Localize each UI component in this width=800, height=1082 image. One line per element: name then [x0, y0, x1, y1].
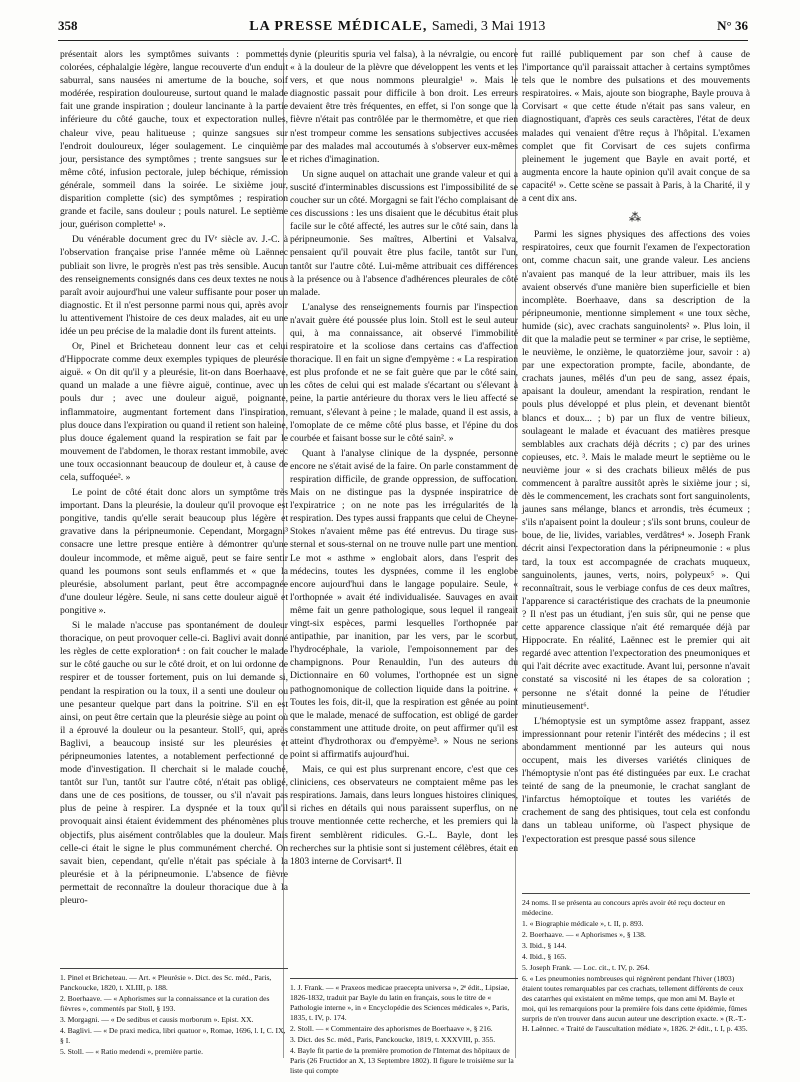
paragraph: Un signe auquel on attachait une grande valeur et qui a suscité d'interminables discussions est l'impossibilité de se coucher sur un côté. Morgagni se fait l'écho complaisant de ces discussions : les uns disaient que le décubitus était plus facile sur le côté affecté, les autres sur le côté sain, dans la péripneumonie. Ses maîtres, Albertini et Valsalva, pensaient qu'il pouvait être plus facile, tantôt sur l'un, tantôt sur l'autre côté. Lui-même attribuait ces différences à la présence ou à l'absence d'adhérences pleurales de côté malade. — [290, 168, 518, 298]
footnotes-column-1 — [60, 968, 288, 1058]
footnote: 5. Joseph Frank. — Loc. cit., t. IV, p. 264. — [522, 963, 650, 972]
footnote: 2. Stoll. — « Commentaire des aphorismes de Boerhaave », § 216. — [290, 1024, 493, 1033]
footnote: 1. « Biographie médicale », t. II, p. 893. — [522, 919, 644, 928]
footnote: 3. Morgagni. — « De sedibus et causis morborum ». Epist. XX. — [60, 1015, 254, 1024]
column-3 — [522, 48, 750, 848]
column-1 — [60, 48, 288, 909]
footnote: 3. Dict. des Sc. méd., Paris, Panckoucke, 1819, t. XXXVIII, p. 355. — [290, 1035, 496, 1044]
footnote: 24 noms. Il se présenta au concours après avoir été reçu docteur en médecine. — [522, 898, 726, 917]
paragraph: Du vénérable document grec du IVᵉ siècle av. J.-C. à l'observation française prise l'année même où Laënnec publiait son livre, le progrès n'est pas très sensible. Aucun des renseignements consignés dans ces deux textes ne nous paraît avoir aujourd'hui une valeur suffisante pour poser un diagnostic. Et il n'est personne parmi nous qui, après avoir lu attentivement l'histoire de ces deux malades, ait eu une idée un peu précise de la maladie dont ils furent atteints. — [60, 234, 288, 337]
footnote: 3. Ibid., § 144. — [522, 941, 567, 950]
paragraph: fut raillé publiquement par son chef à cause de l'importance qu'il paraissait attacher à certains symptômes tels que le nombre des pulsations et des mouvements respiratoires. « Mais, ajoute son biographe, Bayle prouva à Corvisart « que cette étude n'était pas sans valeur, en diagnostiquant, d'après ces seuls caractères, l'état de deux malades qui venaient d'être reçus à l'hôpital. L'examen complet que fit Corvisart de ces sujets confirma pleinement le jugement que Bayle en avait porté, et augmenta encore la haute opinion qu'il avait conçue de sa capacité¹ ». Cette scène se passait à Paris, à la Charité, il y a cent dix ans. — [522, 49, 750, 205]
footnote: 4. Baglivi. — « De praxi medica, libri quatuor », Romae, 1696, l. I, C. IX, § I. — [60, 1026, 286, 1045]
paragraph: L'analyse des renseignements fournis par l'inspection n'avait guère été poussée plus loin. Stoll est le seul auteur qui, à ma connaissance, ait observé l'immobilité respiratoire et la scoliose dans certains cas d'affection thoracique. Il en fait un signe d'empyème : « La respiration est plus profonde et ne se fait guère que par le côté sain, les côtes de celui qui est malade s'écartant ou s'élevant à peine, la partie antérieure du thorax vers le lieu affecté se remuant, s'élevant à peine ; le malade, quand il est assis, a l'omoplate de ce même côté plus basse, et l'épine du dos courbée et faisant bosse sur le côté sain². » — [290, 301, 518, 444]
footnote: 2. Boerhaave. — « Aphorismes », § 138. — [522, 930, 646, 939]
footnote: 4. Ibid., § 165. — [522, 952, 567, 961]
paragraph: Le point de côté était donc alors un symptôme très important. Dans la pleurésie, la douleur qu'il provoque est pongitive, tandis qu'elle serait beaucoup plus légère et gravative dans la péripneumonie. Cependant, Morgagni³ consacre une lettre presque entière à démontrer qu'une douleur incommode, et même aiguë, peut se faire sentir quand les poumons sont seuls enflammés et « que la pleurésie, absolument parlant, peut être accompagnée d'une douleur légère. Seule, ni sans cette douleur aiguë et pongitive ». — [60, 487, 288, 616]
page-header — [58, 18, 748, 41]
issue-number: N° 36 — [717, 18, 748, 33]
footnote: 1. J. Frank. — « Praxeos medicae praecepta universa », 2ᵉ édit., Lipsiae, 1826-1832, traduit par Bayle du latin en français, sous le titre de « Pathologie interne », in « Encyclopédie des Sciences médicales », Paris, 1835, t. IV, p. 174. — [290, 983, 510, 1022]
footnotes-column-3 — [522, 893, 750, 1035]
column-2 — [290, 48, 518, 870]
page-number: 358 — [58, 18, 78, 33]
paragraph: présentait alors les symptômes suivants : pommettes colorées, céphalalgie légère, langue recouverte d'un enduit saburral, sans nausées ni amertume de la bouche, soif modérée, respiration douloureuse, surtout quand le malade fait une grande inspiration ; douleur lancinante à la partie inférieure du côté gauche, toux et expectoration nulles, chaleur vive, peau halitueuse ; quinze sangsues sur l'endroit douloureux, léger soulagement. Le cinquième jour, persistance des symptômes ; trente sangsues sur le même côté, infusion pectorale, julep béchique, rémission générale, sommeil dans la soirée. Le sixième jour, disparition complette (sic) des symptômes ; respiration grande et facile, sans douleur ; pouls naturel. Le septième jour, guérison complette¹ ». — [60, 49, 288, 231]
footnote: 6. « Les pneumonies nombreuses qui régnèrent pendant l'hiver (1803) étaient toutes remarquables par ces crachats, tellement différents de ceux des catarrhes qui existaient en même temps, que mon ami M. Bayle et moi, qui les remarquions pour la première fois dans cette épidémie, fûmes surpris de n'en trouver dans aucun auteur une description exacte. » (R.-T.-H. Laënnec. « Traité de l'auscultation médiate », 1826. 2ᵉ édit., t. I, p. 435. — [522, 974, 748, 1033]
paragraph: Quant à l'analyse clinique de la dyspnée, personne encore ne s'était avisé de la faire. On parle constamment de respiration difficile, de grande oppression, de suffocation. Mais on ne distingue pas la dyspnée inspiratrice de l'expiratrice ; on ne note pas les irrégularités de la respiration. Des types aussi frappants que celui de Cheyne-Stokes n'avaient même pas été entrevus. Du tirage sus-sternal et sous-sternal on ne trouve nulle part une mention. Le mot « asthme » englobait alors, dans l'esprit des médecins, toutes les dyspnées, comme il les englobe encore aujourd'hui dans le langage populaire. Seule, « l'orthopnée » avait été individualisée. Sauvages en avait même fait un genre pathologique, sous lequel il rangeait vingt-six espèces, parmi lesquelles l'orthopnée par antipathie, par inanition, par les vers, par le scorbut, l'hydrocéphale, la variole, l'empoisonnement par des champignons. Pour Renauldin, l'un des auteurs du Dictionnaire en 60 volumes, l'orthopnée est un signe pathognomonique de collection liquide dans la poitrine. « Toutes les fois, dit-il, que la respiration est gênée au point que le malade, menacé de suffocation, est obligé de garder constamment une attitude droite, on peut affirmer qu'il est atteint d'hydrothorax ou d'empyème³. » Nous ne serions point si affirmatifs aujourd'hui. — [290, 447, 518, 760]
footnote: 4. Bayle fit partie de la première promotion de l'Internat des hôpitaux de Paris (26 Fructidor an X, 13 Septembre 1802). Il figure le troisième sur la liste qui compte — [290, 1046, 514, 1075]
paragraph: Or, Pinel et Bricheteau donnent leur cas et celui d'Hippocrate comme deux exemples typiques de pleurésie aiguë. « On dit qu'il y a pleurésie, lit-on dans Boerhaave, quand un malade a une fièvre aiguë, continue, avec un pouls dur ; avec une douleur aiguë, poignante, inflammatoire, augmentant fortement dans l'inspiration, plus douce dans l'expiration ou quand il retient son haleine, plus douce également quand la respiration se fait par le mouvement de l'abdomen, le thorax restant immobile, avec une toux occasionnant beaucoup de douleur et, à cause de cela, suffoquée². » — [60, 341, 288, 483]
paragraph: dynie (pleuritis spuria vel falsa), à la névralgie, ou encore « à la douleur de la plèvre que développent les vents et les vers, et que nous nommons pleuralgie¹ ». Mais le diagnostic passait pour difficile à bon droit. Les erreurs devaient être très fréquentes, en effet, si l'on songe que la fièvre n'était pas contrôlée par le thermomètre, et que rien n'est trompeur comme les sensations subjectives accusées par des malades mal accoutumés à s'observer eux-mêmes et riches d'imagination. — [290, 49, 518, 165]
paragraph: Mais, ce qui est plus surprenant encore, c'est que ces cliniciens, ces observateurs ne comptaient même pas les respirations. Jamais, dans leurs longues histoires cliniques, si riches en détails qui nous paraissent superflus, on ne trouve mentionnée cette recherche, et les premiers qui la firent semblèrent ridicules. G.-L. Bayle, dont les recherches sur la phtisie sont si justement célèbres, était en 1803 interne de Corvisart⁴. Il — [290, 764, 518, 867]
paragraph: L'hémoptysie est un symptôme assez frappant, assez impressionnant pour retenir l'intérêt des médecins ; il est abondamment mentionné par les auteurs qui nous occupent, mais les diverses variétés cliniques de l'hémoptysie n'ont pas été distinguées par eux. Le crachat teinté de sang de la pneumonie, le crachat sanglant de l'infarctus hémoptoïque et toutes les variétés de crachement de sang des phtisiques, tout cela est confondu dans un tableau uniforme, où l'aspect physique de l'expectoration est presque passé sous silence — [522, 715, 750, 845]
section-separator: ⁂ — [629, 210, 643, 225]
footnote: 1. Pinel et Bricheteau. — Art. « Pleurésie ». Dict. des Sc. méd., Paris, Panckoucke, 1820, t. XLIII, p. 188. — [60, 973, 272, 992]
paragraph: Si le malade n'accuse pas spontanément de douleur thoracique, on peut provoquer celle-ci. Baglivi avait donné les règles de cette exploration⁴ : on fait coucher le malade sur le côté gauche ou sur le côté droit, et on lui ordonne de respirer et de tousser fortement, puis on lui demande si, pendant la respiration ou la toux, il a senti une douleur ou une pesanteur quelque part dans la poitrine. S'il en est ainsi, on peut être certain que la pleurésie siège au point où il a éprouvé la douleur ou la pesanteur. Stoll⁵, qui, après Baglivi, a beaucoup insisté sur les pleurésies et péripneumonies latentes, a notablement perfectionné ce mode d'investigation. Il cherchait si le malade couché, tantôt sur l'un, tantôt sur l'autre côté, n'était pas obligé, dans une de ces positions, de tousser, ou s'il n'avait pas plus de peine à respirer. La dyspnée et la toux qu'il provoquait ainsi étaient évidemment des phénomènes plus objectifs, plus aisément contrôlables que la douleur. Mais celle-ci était le signe le plus communément cherché. On savait bien, cependant, qu'elle n'était pas spéciale à la pleurésie et à la péripneumonie. L'absence de fièvre permettait de reconnaître la douleur thoracique due à la pleuro- — [60, 620, 288, 906]
footnotes-column-2 — [290, 978, 518, 1077]
footnote: 2. Boerhaave. — « Aphorismes sur la connaissance et la curation des fièvres », commentés par Stoll, § 193. — [60, 994, 270, 1013]
footnote: 5. Stoll. — « Ratio medendi », première partie. — [60, 1047, 203, 1056]
journal-title — [249, 19, 545, 35]
paragraph: Parmi les signes physiques des affections des voies respiratoires, ceux que fournit l'examen de l'expectoration ont, comme chacun sait, une grande valeur. Les anciens n'avaient pas manqué de la leur attribuer, mais ils les avaient observés d'une manière bien superficielle et bien incomplète. Boerhaave, dans sa description de la péripneumonie, mentionne simplement « une toux sèche, humide (sic), avec crachats sanguinolents² ». Plus loin, il dit que la maladie peut se terminer « par crise, le septième, le neuvième, le onzième, le quatorzième jour, savoir : a) par une expectoration prompte, facile, abondante, de crachats jaunes, mêlés d'un peu de sang, assez épais, apaisant la douleur, amendant la respiration, rendant le pouls plus développé et plus plein, et devenant bientôt blancs et doux... ; b) par un flux de ventre bilieux, soulageant le malade et évacuant des matières presque semblables aux crachats déjà décrits ; c) par des urines copieuses, etc. ³. Mais le malade meurt le septième ou le neuvième jour « si des crachats bilieux mêlés de pus commencent à paraître aussitôt après le sixième jour ; si, dès le commencement, les crachats sont fort sanguinolents, jaunes sans mélange, blancs et arrondis, très écumeux ; s'ils n'apaisent point la douleur ; s'ils sont bruns, couleur de boue, de lie, livides, variables, verdâtres⁴ ». Joseph Frank décrit ainsi l'expectoration dans la péripneumonie : « plus tard, la toux est accompagnée de crachats muqueux, sanguinolents, jaunes, verts, noirs, polypeux⁵ ». Qui reconnaîtrait, sous le verbiage confus de ces deux maîtres, l'apparence si caractéristique des crachats de la pneumonie ? Il n'est pas un étudiant, j'en suis sûr, qui ne pense que cette apparence classique n'ait été remarquée déjà par Hippocrate. En réalité, Laënnec est le premier qui ait regardé avec attention l'expectoration des pneumoniques et qui l'ait décrite avec exactitude. Avant lui, personne n'avait constaté sa viscosité ni les étapes de sa coloration ; personne ne s'était donné la peine de l'étudier minutieusement⁶. — [522, 229, 750, 712]
issue-date: Samedi, 3 Mai 1913 — [431, 19, 546, 34]
journal-name: LA PRESSE MÉDICALE, — [249, 19, 428, 34]
